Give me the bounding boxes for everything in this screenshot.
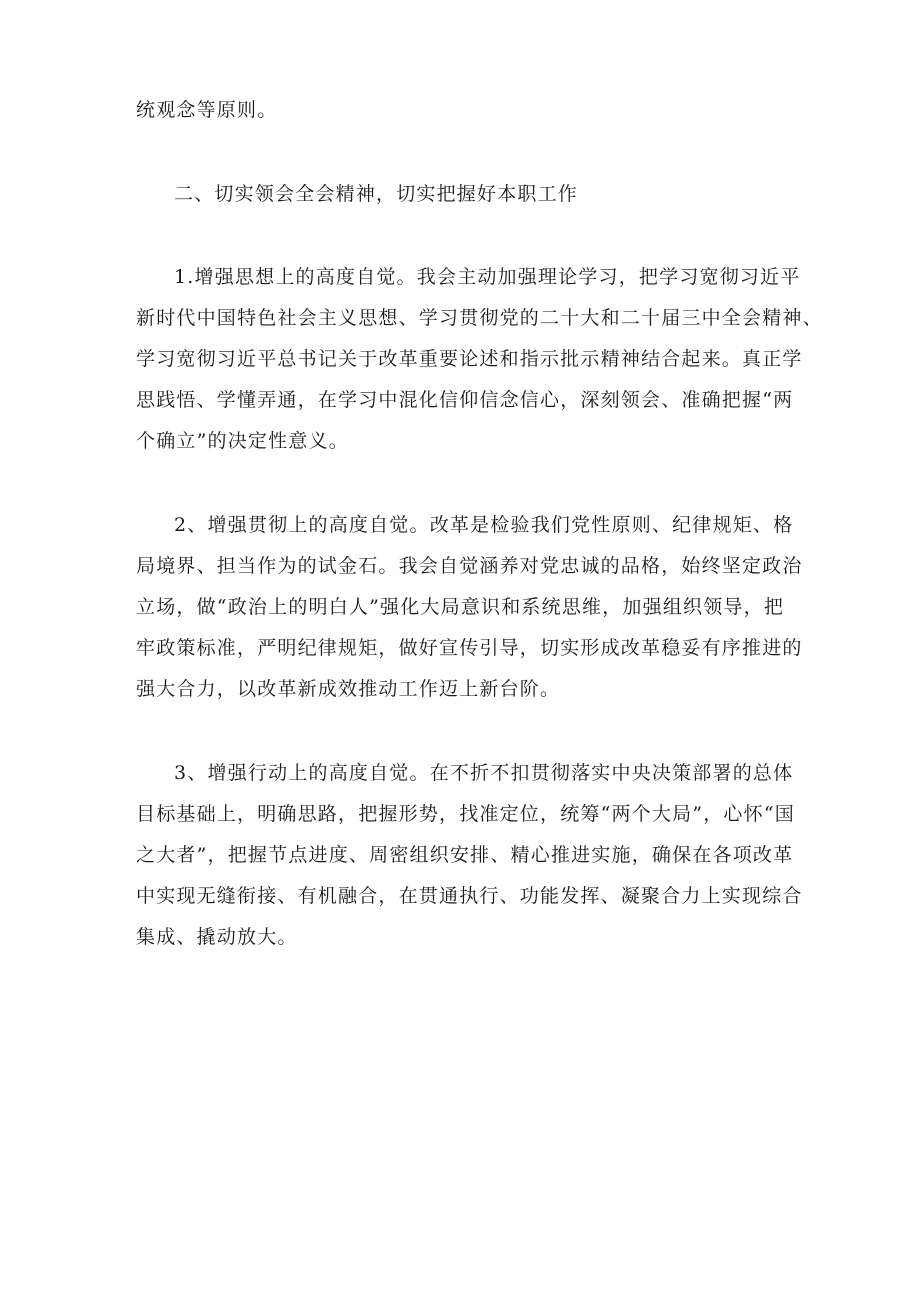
paragraph-line: 新时代中国特色社会主义思想、学习贯彻党的二十大和二十届三中全会精神、 [136, 307, 823, 329]
paragraph-line: 之大者”，把握节点进度、周密组织安排、精心推进实施，确保在各项改革 [136, 844, 794, 866]
continuation-line: 统观念等原则。 [136, 99, 278, 121]
paragraph-line: 2、增强贯彻上的高度自觉。改革是检验我们党性原则、纪律规矩、格 [174, 514, 794, 536]
paragraph-line: 目标基础上，明确思路，把握形势，找准定位，统筹“两个大局”，心怀“国 [136, 803, 795, 825]
paragraph-line: 局境界、担当作为的试金石。我会自觉涵养对党忠诚的品格，始终坚定政治 [136, 555, 803, 577]
paragraph-line: 1.增强思想上的高度自觉。我会主动加强理论学习，把学习宽彻习近平 [174, 266, 801, 288]
paragraph-line: 集成、撬动放大。 [136, 926, 298, 948]
paragraph-line: 学习宽彻习近平总书记关于改革重要论述和指示批示精神结合起来。真正学 [136, 348, 803, 370]
paragraph-line: 思践悟、学懂弄通，在学习中混化信仰信念信心，深刻领会、准确把握“两 [136, 389, 794, 411]
paragraph-line: 立场，做“政治上的明白人”强化大局意识和系统思维，加强组织领导，把 [136, 596, 785, 618]
paragraph-line: 牢政策标准，严明纪律规矩，做好宣传引导，切实形成改革稳妥有序推进的 [136, 637, 803, 659]
paragraph-line: 个确立”的决定性意义。 [136, 430, 349, 452]
paragraph-line: 强大合力，以改革新成效推动工作迈上新台阶。 [136, 678, 561, 700]
paragraph-line: 3、增强行动上的高度自觉。在不折不扣贯彻落实中央决策部署的总体 [174, 762, 794, 784]
section-heading: 二、切实领会全会精神，切实把握好本职工作 [174, 183, 579, 205]
paragraph-line: 中实现无缝衔接、有机融合，在贯通执行、功能发挥、凝聚合力上实现综合 [136, 885, 803, 907]
